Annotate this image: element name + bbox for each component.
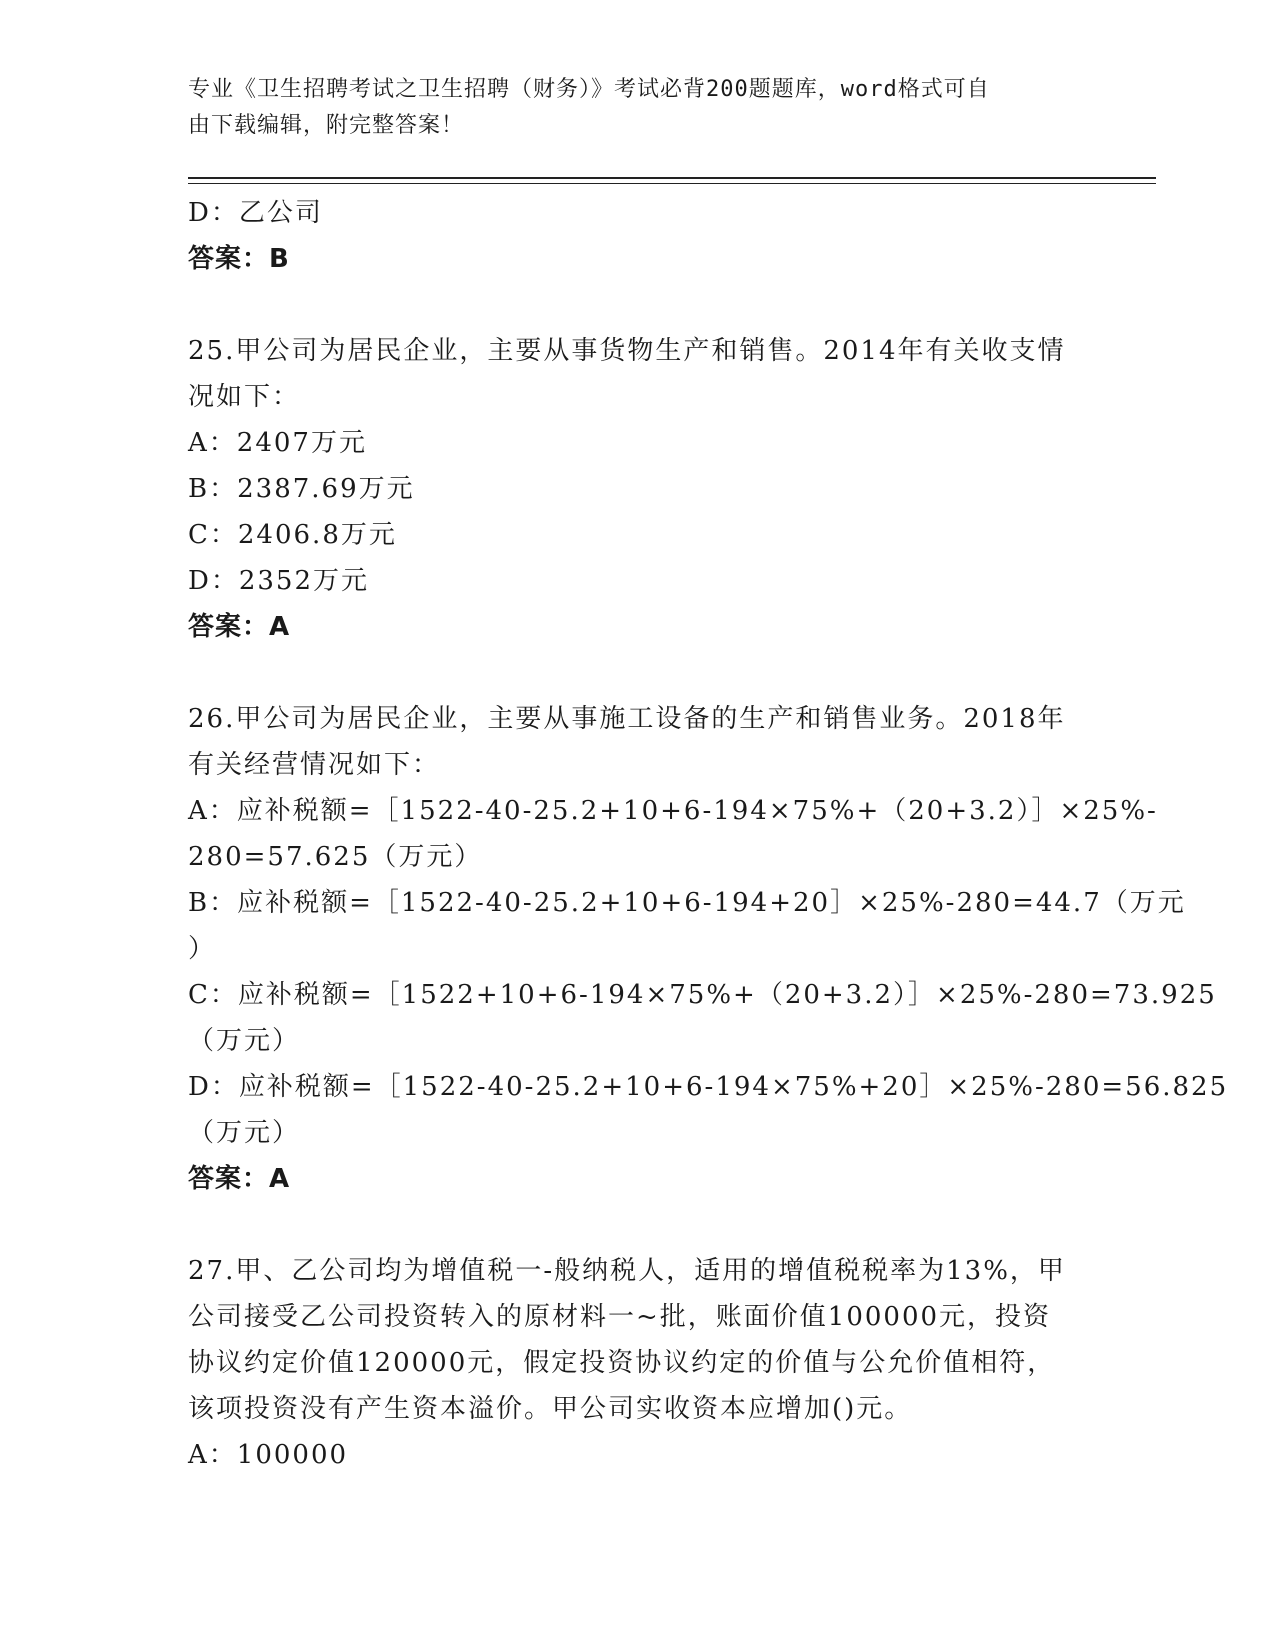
q26-option-d-line-2: （万元） — [188, 1118, 301, 1148]
q26-option-b-line-1: B：应补税额=［1522-40-25.2+10+6-194+20］×25%-280=44.7（万元 — [188, 888, 1186, 918]
q26-stem-line-2: 有关经营情况如下： — [188, 750, 441, 780]
q25-answer: 答案：A — [188, 612, 291, 642]
spacer — [188, 282, 1088, 328]
q27-option-a: A：100000 — [188, 1440, 349, 1470]
q26-stem-line-1: 26.甲公司为居民企业，主要从事施工设备的生产和销售业务。2018年 — [188, 704, 1066, 734]
q25-stem-line-1: 25.甲公司为居民企业，主要从事货物生产和销售。2014年有关收支情 — [188, 336, 1066, 366]
question-27 — [188, 1248, 1088, 1478]
spacer — [188, 650, 1088, 696]
q26-option-a-line-1: A：应补税额=［1522-40-25.2+10+6-194×75%+（20+3.2）］×25%- — [188, 796, 1158, 826]
question-25 — [188, 328, 1088, 650]
q26-answer: 答案：A — [188, 1164, 291, 1194]
q26-option-b-line-2: ） — [188, 934, 217, 964]
q27-stem-line-4: 该项投资没有产生资本溢价。甲公司实收资本应增加()元。 — [188, 1394, 913, 1424]
q26-option-d-line-1: D：应补税额=［1522-40-25.2+10+6-194×75%+20］×25%-280=56.825 — [188, 1072, 1229, 1102]
spacer — [188, 1202, 1088, 1248]
q25-option-b: B：2387.69万元 — [188, 474, 415, 504]
header-line-1: 专业《卫生招聘考试之卫生招聘（财务）》考试必背200题题库，word格式可自 — [188, 77, 990, 102]
document-body — [188, 190, 1229, 1478]
page-header — [188, 72, 1068, 144]
header-divider-thick — [188, 177, 1156, 179]
q27-stem-line-2: 公司接受乙公司投资转入的原材料一~批，账面价值100000元，投资 — [188, 1302, 1052, 1332]
prev-answer: 答案：B — [188, 244, 290, 274]
q25-option-c: C：2406.8万元 — [188, 520, 397, 550]
q25-option-a: A：2407万元 — [188, 428, 367, 458]
header-line-2: 由下载编辑，附完整答案！ — [188, 113, 465, 138]
prev-option-d: D：乙公司 — [188, 198, 323, 228]
q27-stem-line-3: 协议约定价值120000元，假定投资协议约定的价值与公允价值相符， — [188, 1348, 1056, 1378]
q25-stem-line-2: 况如下： — [188, 382, 301, 412]
q25-option-d: D：2352万元 — [188, 566, 370, 596]
q27-stem-line-1: 27.甲、乙公司均为增值税一-般纳税人，适用的增值税税率为13%，甲 — [188, 1256, 1066, 1286]
q26-option-a-line-2: 280=57.625（万元） — [188, 842, 483, 872]
q26-option-c-line-1: C：应补税额=［1522+10+6-194×75%+（20+3.2）］×25%-280=73.925 — [188, 980, 1217, 1010]
q26-option-c-line-2: （万元） — [188, 1026, 301, 1056]
question-26 — [188, 696, 1229, 1202]
header-divider-thin — [188, 183, 1156, 184]
